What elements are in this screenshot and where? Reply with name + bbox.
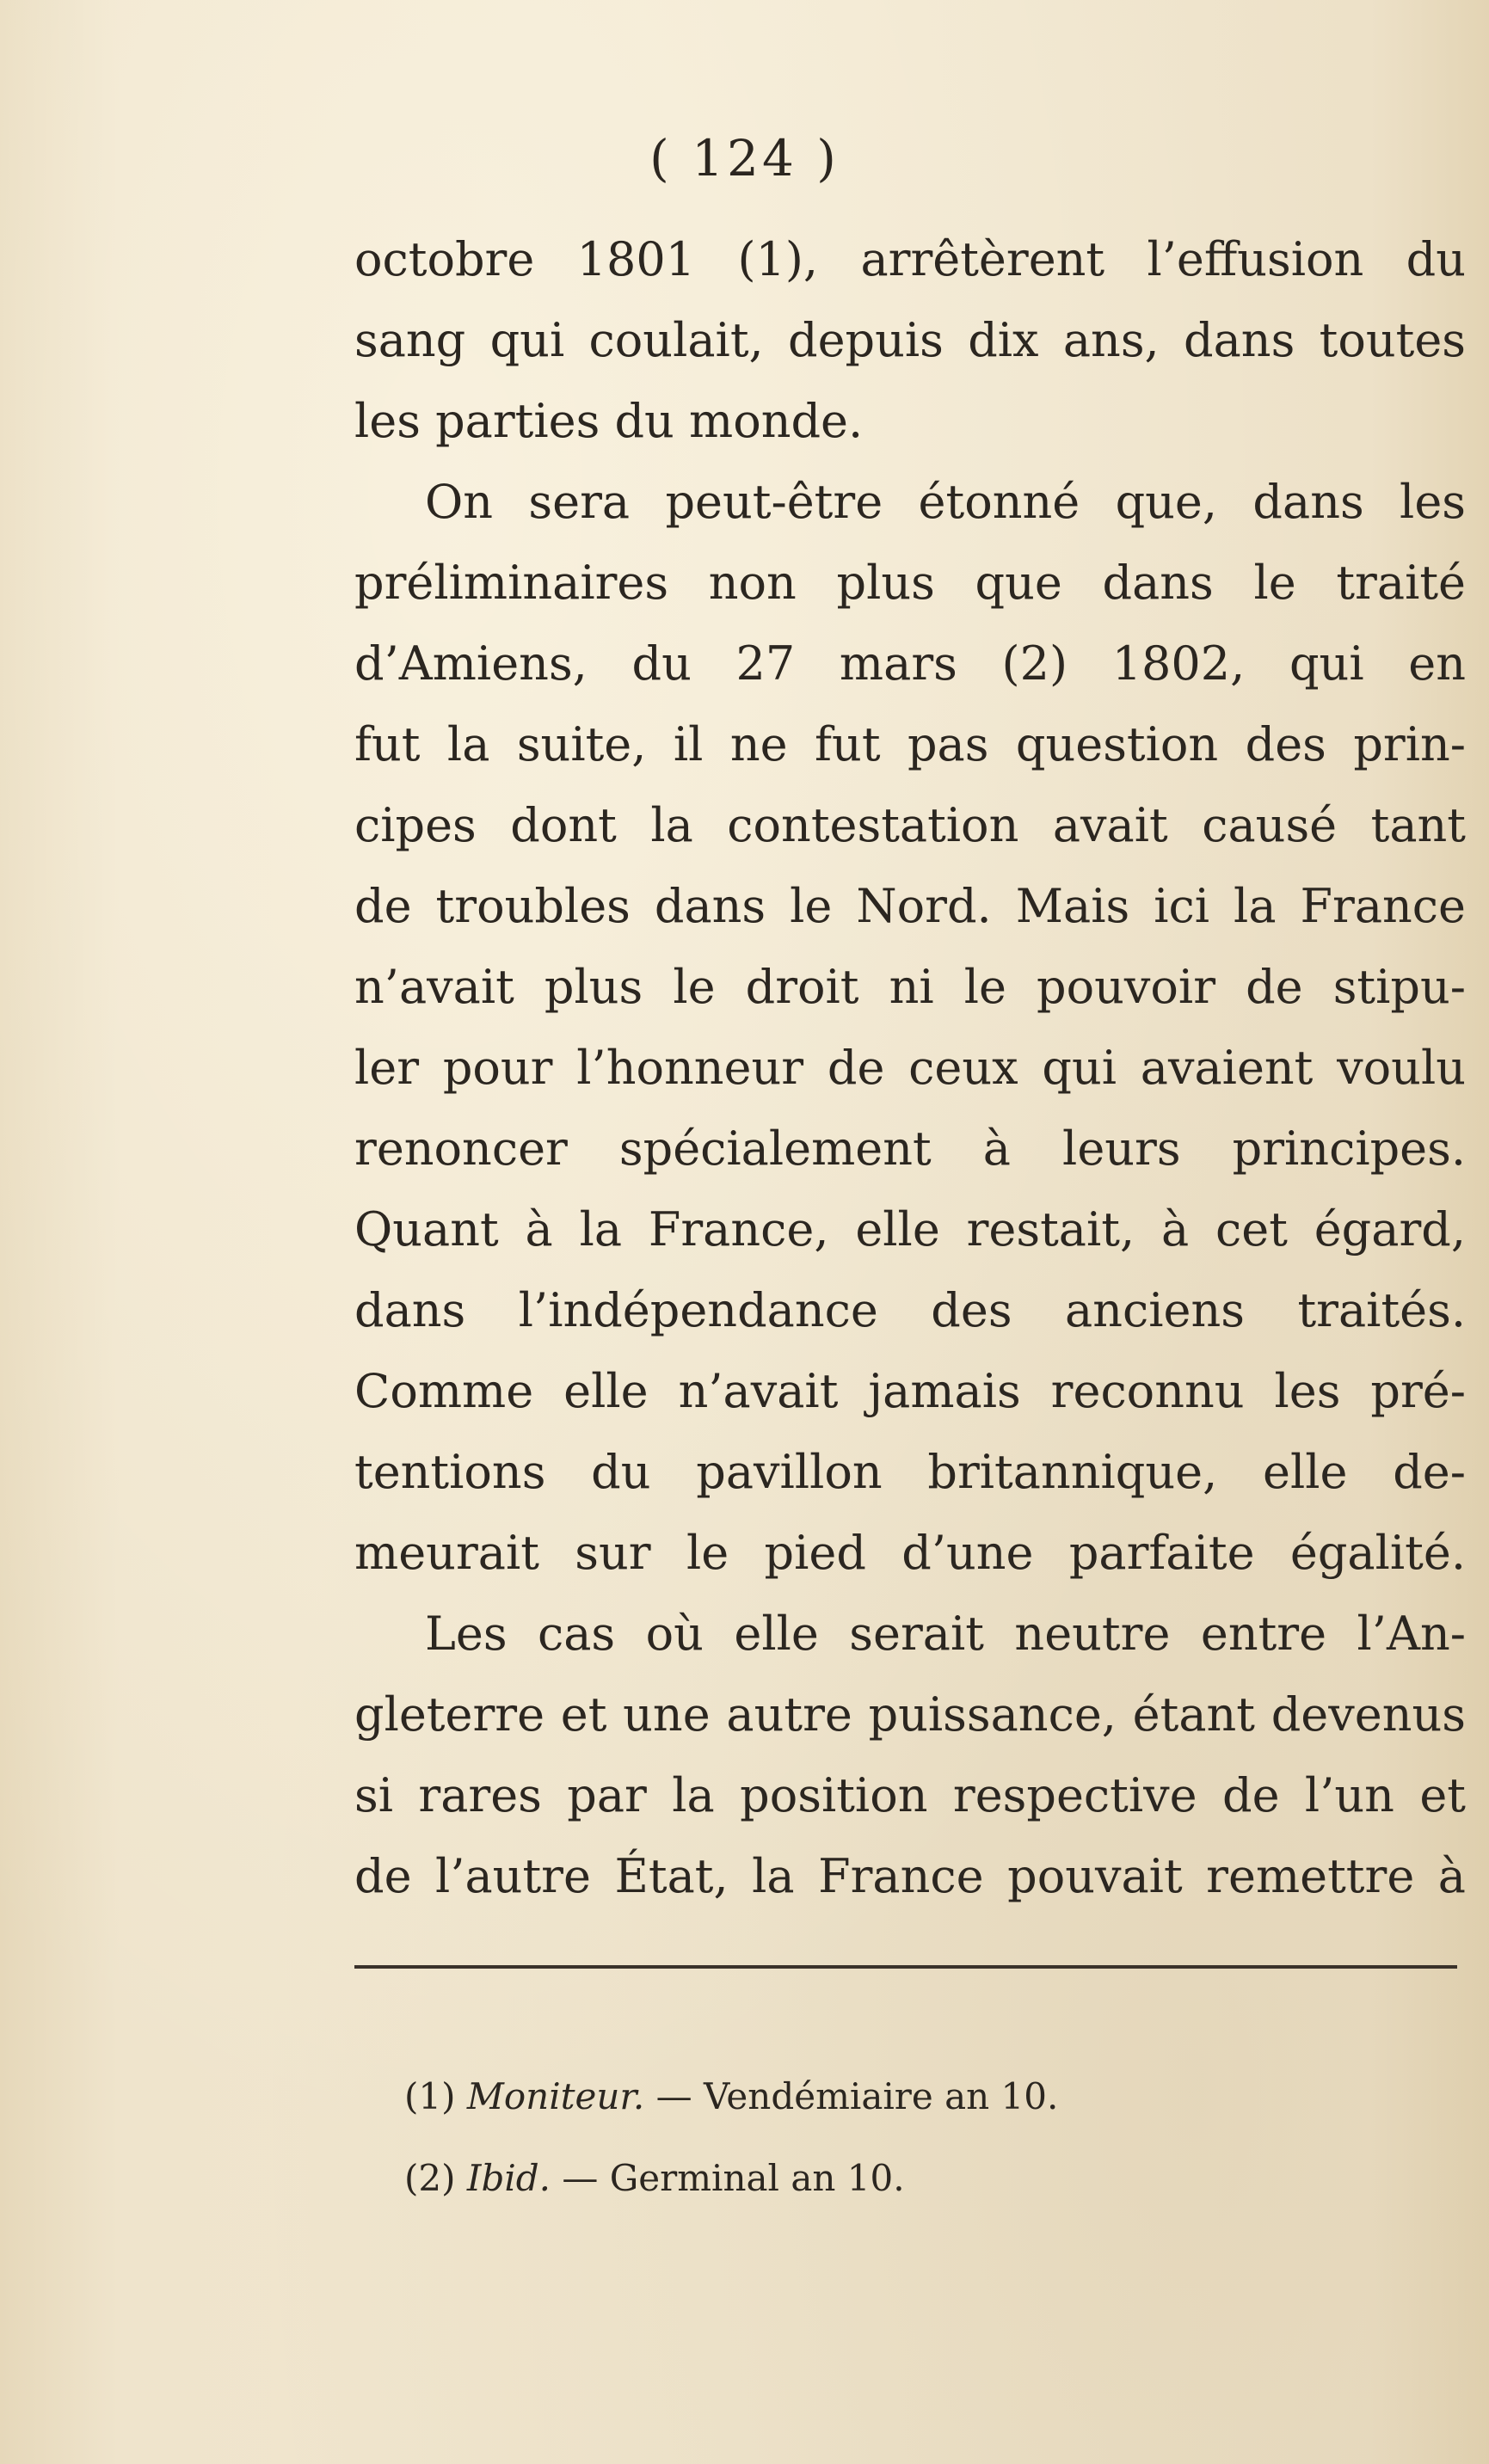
text-line: si rares par la position respective de l’un et	[354, 1768, 1466, 1822]
footnote	[404, 2055, 1351, 2137]
footnote-source: Moniteur.	[466, 2075, 645, 2117]
text-line: meurait sur le pied d’une parfaite égalité.	[354, 1526, 1466, 1580]
footnote-source: Ibid.	[466, 2157, 551, 2199]
text-line: tentions du pavillon britannique, elle de-	[354, 1445, 1466, 1499]
text-line: de l’autre État, la France pouvait remettre à	[354, 1849, 1466, 1903]
text-line: renoncer spécialement à leurs principes.	[354, 1121, 1466, 1176]
text-line: On sera peut-être étonné que, dans les	[425, 475, 1466, 529]
text-line: préliminaires non plus que dans le traité	[354, 556, 1466, 610]
text-line: gleterre et une autre puissance, étant devenus	[354, 1687, 1466, 1742]
footnote-divider	[354, 1965, 1457, 1969]
body-text	[354, 219, 1466, 1917]
footnotes	[404, 2055, 1351, 2219]
text-line: dans l’indépendance des anciens traités.	[354, 1283, 1466, 1337]
footnote-text: — Germinal an 10.	[562, 2157, 905, 2199]
text-line: n’avait plus le droit ni le pouvoir de stipu-	[354, 960, 1466, 1014]
footnote-text: — Vendémiaire an 10.	[655, 2075, 1059, 2117]
text-line: octobre 1801 (1), arrêtèrent l’effusion du	[354, 232, 1466, 286]
text-line: de troubles dans le Nord. Mais ici la France	[354, 879, 1466, 933]
text-line: Comme elle n’avait jamais reconnu les pré-	[354, 1364, 1466, 1418]
footnote	[404, 2137, 1351, 2219]
text-line: fut la suite, il ne fut pas question des prin-	[354, 717, 1466, 771]
text-line: d’Amiens, du 27 mars (2) 1802, qui en	[354, 636, 1466, 691]
text-line: Quant à la France, elle restait, à cet égard,	[354, 1202, 1466, 1257]
footnote-marker: (2)	[404, 2157, 456, 2199]
footnote-marker: (1)	[404, 2075, 456, 2117]
text-line: Les cas où elle serait neutre entre l’An-	[425, 1607, 1466, 1661]
text-line: sang qui coulait, depuis dix ans, dans toutes	[354, 313, 1466, 367]
text-line: les parties du monde.	[354, 394, 864, 448]
page-number: ( 124 )	[649, 129, 840, 187]
text-line: cipes dont la contestation avait causé tant	[354, 798, 1466, 852]
text-line: ler pour l’honneur de ceux qui avaient voulu	[354, 1041, 1466, 1095]
